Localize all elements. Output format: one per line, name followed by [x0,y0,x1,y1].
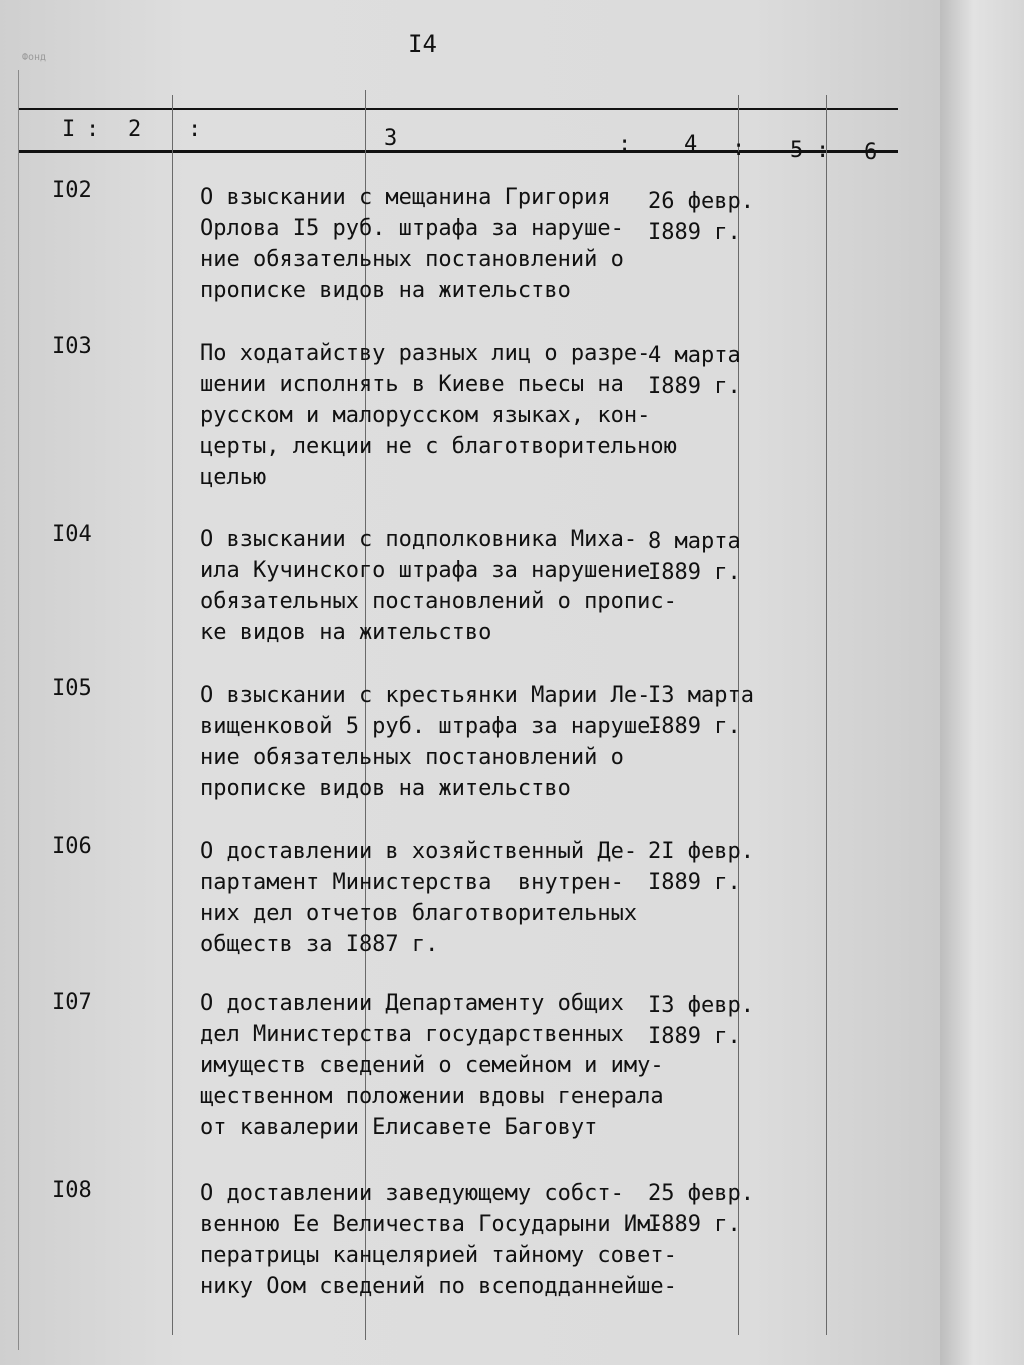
entry-text: О взыскании с подполковника Миха- ила Кучинского штрафа за нарушение обязательных постановлений о пропис- ке видов на жительство [200,527,677,645]
header-bottom-rule [18,150,898,153]
entry-date: 25 февр. I889 г. [648,1181,754,1237]
entry-date: 8 марта I889 г. [648,529,741,585]
entry-text: О взыскании с крестьянки Марии Ле- вищенковой 5 руб. штрафа за наруше- ние обязательных постановлений о прописке видов на жительство [200,683,664,801]
header-separator: : [618,132,632,157]
header-separator: : [188,117,202,142]
entry-text: О взыскании с мещанина Григория Орлова I5 руб. штрафа за наруше- ние обязательных постановлений о прописке видов на жительство [200,185,624,303]
column-divider-1 [172,95,173,1335]
entry-date: I3 февр. I889 г. [648,993,754,1049]
entry-date: 4 марта I889 г. [648,343,741,399]
header-top-rule [18,108,898,110]
entry-number: I08 [52,1178,92,1203]
header-col-6: 6 [864,140,878,165]
column-divider-4 [826,95,827,1335]
page-edge-shadow [940,0,1024,1365]
entry-number: I02 [52,178,92,203]
entry-number: I04 [52,522,92,547]
entry-text: О доставлении заведующему собст- венною Ее Величества Государыни Им- ператрицы канцелярией тайному совет- нику Оом сведений по всеподданнейше- [200,1181,677,1299]
entry-number: I05 [52,676,92,701]
entry-number: I06 [52,834,92,859]
entry-date: 26 февр. I889 г. [648,189,754,245]
entry-text: По ходатайству разных лиц о разре- шении исполнять в Киеве пьесы на русском и малорусском языках, кон- церты, лекции не с благотворительною целью [200,341,677,490]
header-col-2: 2 [128,117,142,142]
header-col-3: 3 [384,126,398,151]
entry-number: I03 [52,334,92,359]
header-col-5: 5 [790,138,804,163]
entry-text: О доставлении Департаменту общих дел Министерства государственных имуществ сведений о семейном и иму- щественном положении вдовы генерала от кавалерии Елисавете Баговут [200,991,664,1140]
entry-date: I3 марта I889 г. [648,683,754,739]
left-margin-line [18,70,19,1350]
header-separator: : [732,136,746,161]
header-separator: : [86,117,100,142]
entry-date: 2I февр. I889 г. [648,839,754,895]
header-col-4: 4 [684,132,698,157]
page-number: I4 [408,30,437,58]
faint-corner-label: Фонд [22,52,47,63]
header-separator: : [816,138,830,163]
entry-number: I07 [52,990,92,1015]
header-col-1: I [62,117,76,142]
entry-text: О доставлении в хозяйственный Де- партамент Министерства внутрен- них дел отчетов благотворительных обществ за I887 г. [200,839,638,957]
